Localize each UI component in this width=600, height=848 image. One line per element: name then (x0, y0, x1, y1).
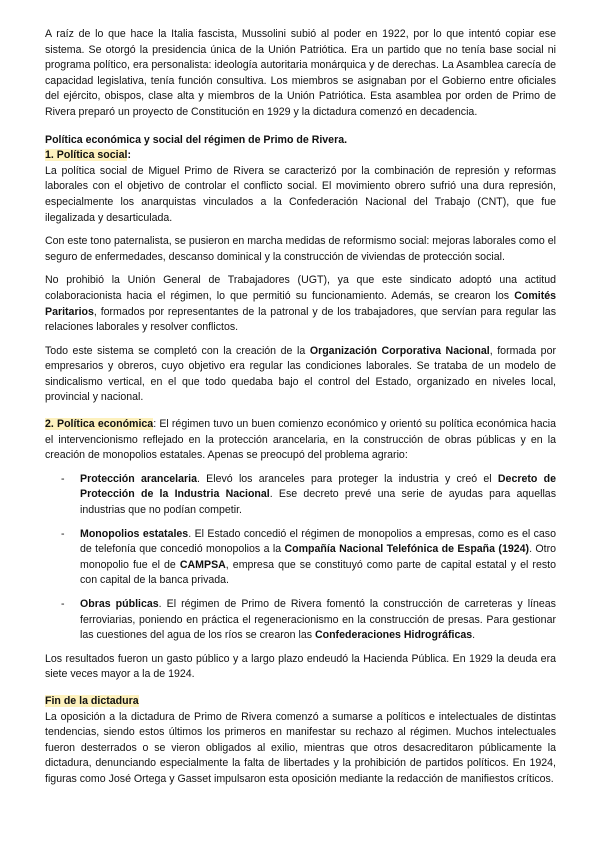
economic-intro: 2. Política económica: El régimen tuvo un buen comienzo económico y orientó su política económica hacia el intervencionismo reflejado en la protección arancelaria, en la construcción de obras públicas y en la creación de monopolios estatales. Apenas se preocupó del problema agrario: (45, 418, 556, 462)
social-paragraph-2: Con este tono paternalista, se pusieron en marcha medidas de reformismo social: mejoras laborales como el seguro de enfermedades, descanso dominical y la construcción de viviendas de protección social. (45, 235, 556, 263)
economic-heading: 2. Política económica (45, 418, 154, 431)
economic-list (45, 472, 556, 644)
social-heading: 1. Política social (45, 149, 128, 162)
list-item: - Monopolios estatales. El Estado concedió el régimen de monopolios a empresas, como es el caso de telefonía que concedió monopolios a la Compañía Nacional Telefónica de España (1924). Otro monopolio fue el de CAMPSA, empresa que se constituyó como parte de capital estatal y el resto con capital de la banca privada. (45, 527, 556, 589)
list-item: - Protección arancelaria. Elevó los aranceles para proteger la industria y creó el Decreto de Protección de la Industria Nacional. Ese decreto prevé una serie de ayudas para aquellas industrias que no podían competir. (45, 472, 556, 519)
list-item: - Obras públicas. El régimen de Primo de Rivera fomentó la construcción de carreteras y líneas ferroviarias, poniendo en práctica el regeneracionismo en la construcción de presas. Para gestionar las cuestiones del agua de los ríos se crearon las Confederaciones Hidrográficas. (45, 597, 556, 644)
end-heading-line (45, 694, 556, 710)
intro-paragraph: A raíz de lo que hace la Italia fascista, Mussolini subió al poder en 1922, por lo que intentó copiar ese sistema. Se otorgó la presidencia única de la Unión Patriótica. Era un partido que no tenía base social ni programa político, era personalista: ideología autoritaria monárquica y de derechas. La Asamblea carecía de capacidad legislativa, tenía función consultiva. Los miembros se asignaban por el Gobierno entre oficiales del ejército, obispos, clase alta y miembros de la Unión Patriótica. Esta asamblea por orden de Primo de Rivera preparó un proyecto de Constitución en 1929 y la dictadura comenzó en decadencia. (45, 28, 556, 118)
section-title: Política económica y social del régimen de Primo de Rivera. (45, 133, 348, 146)
social-paragraph-3: No prohibió la Unión General de Trabajadores (UGT), ya que este sindicato adoptó una actitud colaboracionista hacia el régimen, lo que permitió su funcionamiento. Además, se crearon los Comités Paritarios, formados por representantes de la patronal y de los trabajadores, que servían para regular las relaciones laborales y resolver conflictos. (45, 274, 556, 334)
organizacion-corporativa: Organización Corporativa Nacional (309, 344, 490, 357)
social-heading-line (45, 148, 556, 164)
social-heading-colon: : (127, 149, 131, 162)
social-paragraph-1: La política social de Miguel Primo de Rivera se caracterizó por la combinación de represión y reformas laborales con el objetivo de controlar el conflicto social. El movimiento obrero sufrió una dura represión, especialmente los anarquistas vinculados a la Confederación Nacional del Trabajo (CNT), que fue ilegalizada y desarticulada. (45, 164, 556, 224)
end-heading: Fin de la dictadura (45, 694, 139, 707)
economic-closing: Los resultados fueron un gasto público y a largo plazo endeudó la Hacienda Pública. En 1929 la deuda era siete veces mayor a la de 1924. (45, 652, 556, 681)
social-paragraph-4: Todo este sistema se completó con la creación de la Organización Corporativa Nacional, formada por empresarios y obreros, cuyo objetivo era regular las condiciones laborales. Se trataba de un modelo de sindicalismo vertical, en el que todo quedaba bajo el control del Estado, organizado en niveles local, provincial y nacional. (45, 344, 556, 404)
comites-paritarios: Comités Paritarios (45, 289, 556, 318)
end-paragraph: La oposición a la dictadura de Primo de Rivera comenzó a sumarse a políticos e intelectuales de distintas tendencias, siendo estos últimos los primeros en manifestar su rechazo al régimen. Muchos intelectuales fueron desterrados o se vieron obligados al exilio, mientras que otros desacreditaron públicamente la dictadura, denunciando especialmente la falta de libertades y la prohibición de partidos políticos. En 1924, figuras como José Ortega y Gasset impulsaron esta oposición mediante la redacción de manifiestos críticos. (45, 710, 556, 785)
